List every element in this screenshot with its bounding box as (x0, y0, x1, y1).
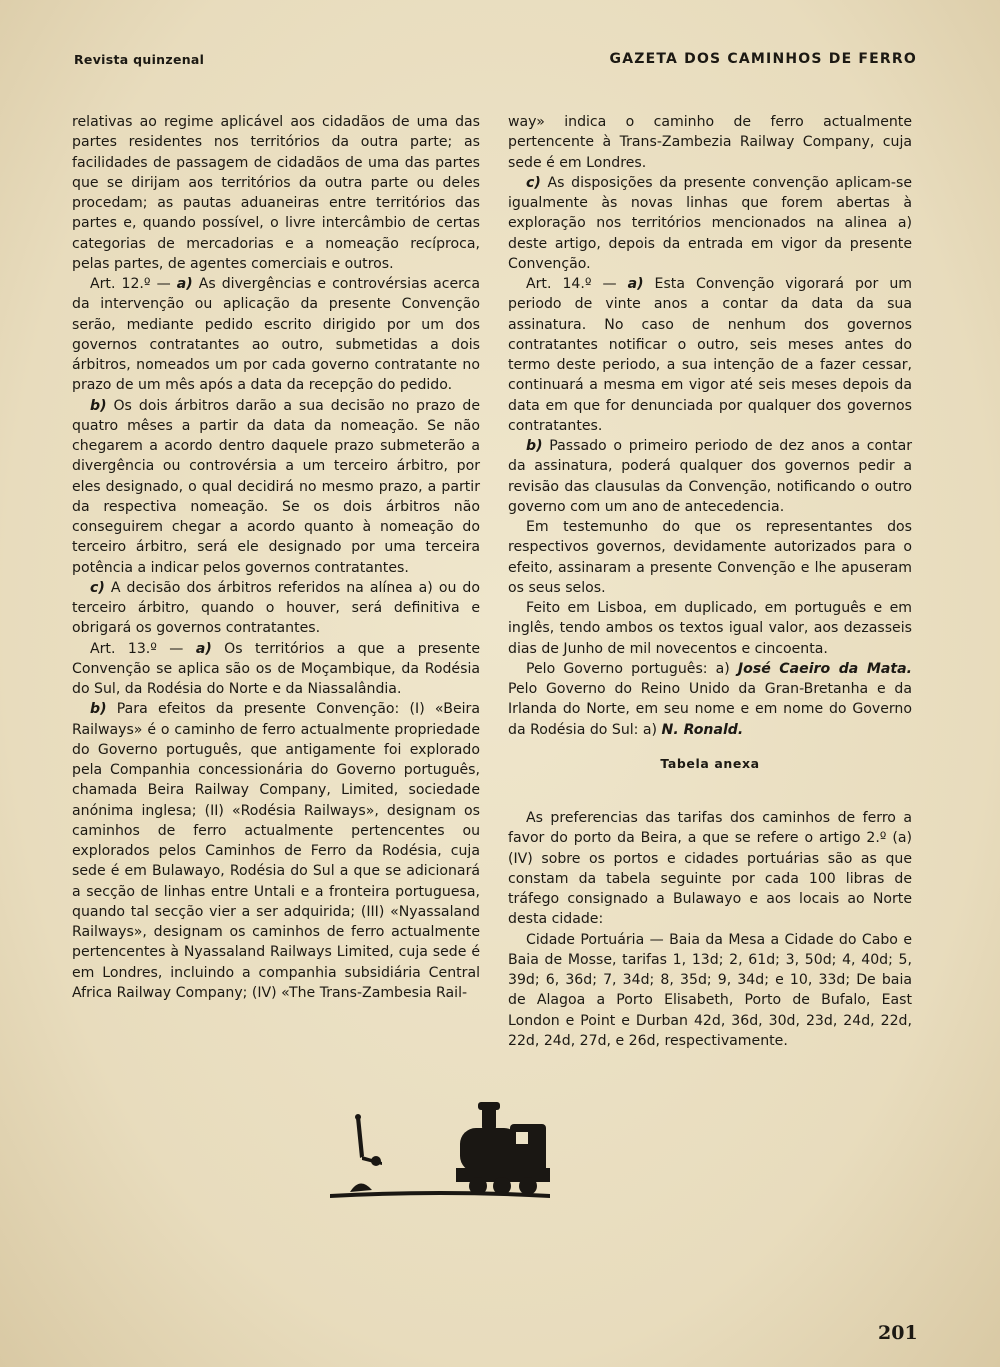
paragraph-article-14a: Art. 14.º — a) Esta Convenção vigorará por um periodo de vinte anos a contar da data da sua assinatura. No caso de nenhum dos governos contratantes notificar o outro, seis meses antes do termo deste periodo, a sua intenção de a fazer cessar, continuará a mesma em vigor até seis meses depois da data em que for denunciada por qualquer dos governos contratantes. (508, 276, 913, 434)
paragraph-article-12b: b) Os dois árbitros darão a sua decisão no prazo de quatro mêses a partir da data da nomeação. Se não chegarem a acordo dentro daquele prazo submeterão a divergência ou controvérsia a um terceiro árbitro, por eles designado, o qual decidirá no mesmo prazo, a partir da respectiva nomeação. Se os dois árbitros não conseguirem chegar a acordo quanto à nomeação do terceiro árbitro, será ele designado por uma terceira potência a indicar pelos governos contratantes. (72, 397, 480, 576)
section-heading: Tabela anexa (660, 755, 760, 771)
paragraph-article-13b: b) Para efeitos da presente Convenção: (I) «Beira Railways» é o caminho de ferro actualmente propriedade do Governo português, que antigamente foi explorado pela Companhia concessionária do Governo português, chamada Beira Railway Company, Limited, sociedade anónima inglesa; (II) «Rodésia Railways», designam os caminhos de ferro actualmente pertencentes ou explorados pelos Caminhos de Ferro da Rodésia, cuja sede é em Bulawayo, Rodésia do Sul a que se adicionará a secção de linhas entre Untali e a fronteira portuguesa, quando tal secção vier a ser adquirida; (III) «Nyassaland Railways», designam os caminhos de ferro actualmente pertencentes à Nyassaland Railways Limited, cuja sede é em Londres, incluindo a companhia subsidiária Central Africa Railway Company; (IV) «The Trans-Zambesia Rail- (72, 701, 480, 1001)
paragraph-tariffs-list: Cidade Portuária — Baia da Mesa a Cidade do Cabo e Baia de Mosse, tarifas 1, 13d; 2, 61d; 3, 50d; 4, 40d; 5, 39d; 6, 36d; 7, 34d; 8, 35d; 9, 34d; e 10, 33d; De baia de Alagoa a Porto Elisabeth, Porto de Bufalo, East London e Point e Durban 42d, 36d, 30d, 23d, 24d, 22d, 22d, 24d, 27d, e 26d, respectivamente. (508, 931, 912, 1049)
signal-lever (356, 1116, 364, 1158)
locomotive-illustration (320, 1098, 550, 1218)
paragraph-article-12c: c) A decisão dos árbitros referidos na alínea a) ou do terceiro árbitro, quando o houver, será definitiva e obrigará os governos contratantes. (72, 579, 480, 637)
paragraph: relativas ao regime aplicável aos cidadãos de uma das partes residentes nos territórios da outra parte; as facilidades de passagem de cidadãos de uma das partes que se dirijam aos territórios da outra parte ou deles procedam; as pautas aduaneiras entre territórios das partes e, quando possível, o livre intercâmbio de certas categorias de mercadorias e a nomeação recíproca, pelas partes, de agentes comerciais e outros. (72, 114, 480, 272)
header-magazine-title: GAZETA DOS CAMINHOS DE FERRO (609, 51, 917, 67)
left-column (72, 112, 480, 1003)
header-periodicity: Revista quinzenal (74, 52, 205, 67)
paragraph-tariffs-intro: As preferencias das tarifas dos caminhos de ferro a favor do porto da Beira, a que se refere o artigo 2.º (a) (IV) sobre os portos e cidades portuárias são as que constam da tabela seguinte por cada 100 libras de tráfego consignado a Bulawayo e aos locais ao Norte desta cidade: (508, 810, 912, 928)
right-column (508, 112, 912, 1051)
page-number: 201 (878, 1322, 918, 1344)
signal-lever-knob (355, 1114, 361, 1120)
paragraph-article-12a: Art. 12.º — a) As divergências e controvérsias acerca da intervenção ou aplicação da presente Convenção serão, mediante pedido escrito dirigido por um dos governos contratantes ao outro, submetidas a dois árbitros, nomeados um por cada governo contratante no prazo de um mês após a data da recepção do pedido. (72, 276, 481, 394)
paragraph-article-13c: c) As disposições da presente convenção aplicam-se igualmente às novas linhas que forem abertas à exploração nos territórios mencionados na alinea a) deste artigo, depois da entrada em vigor da presente Convenção. (508, 174, 912, 272)
paragraph-article-14b: b) Passado o primeiro periodo de dez anos a contar da assinatura, poderá qualquer dos governos pedir a revisão das clausulas da Convenção, notificando o outro governo com um ano de antecedencia. (508, 438, 912, 515)
paragraph: way» indica o caminho de ferro actualmente pertencente à Trans-Zambezia Railway Company, cuja sede é em Londres. (508, 114, 912, 171)
paragraph-signatures: Pelo Governo português: a) José Caeiro da Mata. Pelo Governo do Reino Unido da Gran-Bretanha e da Irlanda do Norte, em seu nome e em nome do Governo da Rodésia do Sul: a) N. Ronald. (508, 660, 912, 738)
ground (330, 1191, 550, 1198)
paragraph-article-13a: Art. 13.º — a) Os territórios a que a presente Convenção se aplica são os de Moçambique, da Rodésia do Sul, da Rodésia do Norte e da Niassalândia. (72, 640, 480, 697)
wheel (519, 1177, 537, 1195)
signal-lever-disc (371, 1156, 381, 1166)
paragraph-testimony: Em testemunho do que os representantes dos respectivos governos, devidamente autorizados para o efeito, assinaram a presente Convenção e lhe apuseram os seus selos. (508, 519, 912, 596)
paragraph-place-date: Feito em Lisboa, em duplicado, em português e em inglês, tendo ambos os textos igual valor, aos dezasseis dias de Junho de mil novecentos e cincoenta. (508, 600, 912, 657)
